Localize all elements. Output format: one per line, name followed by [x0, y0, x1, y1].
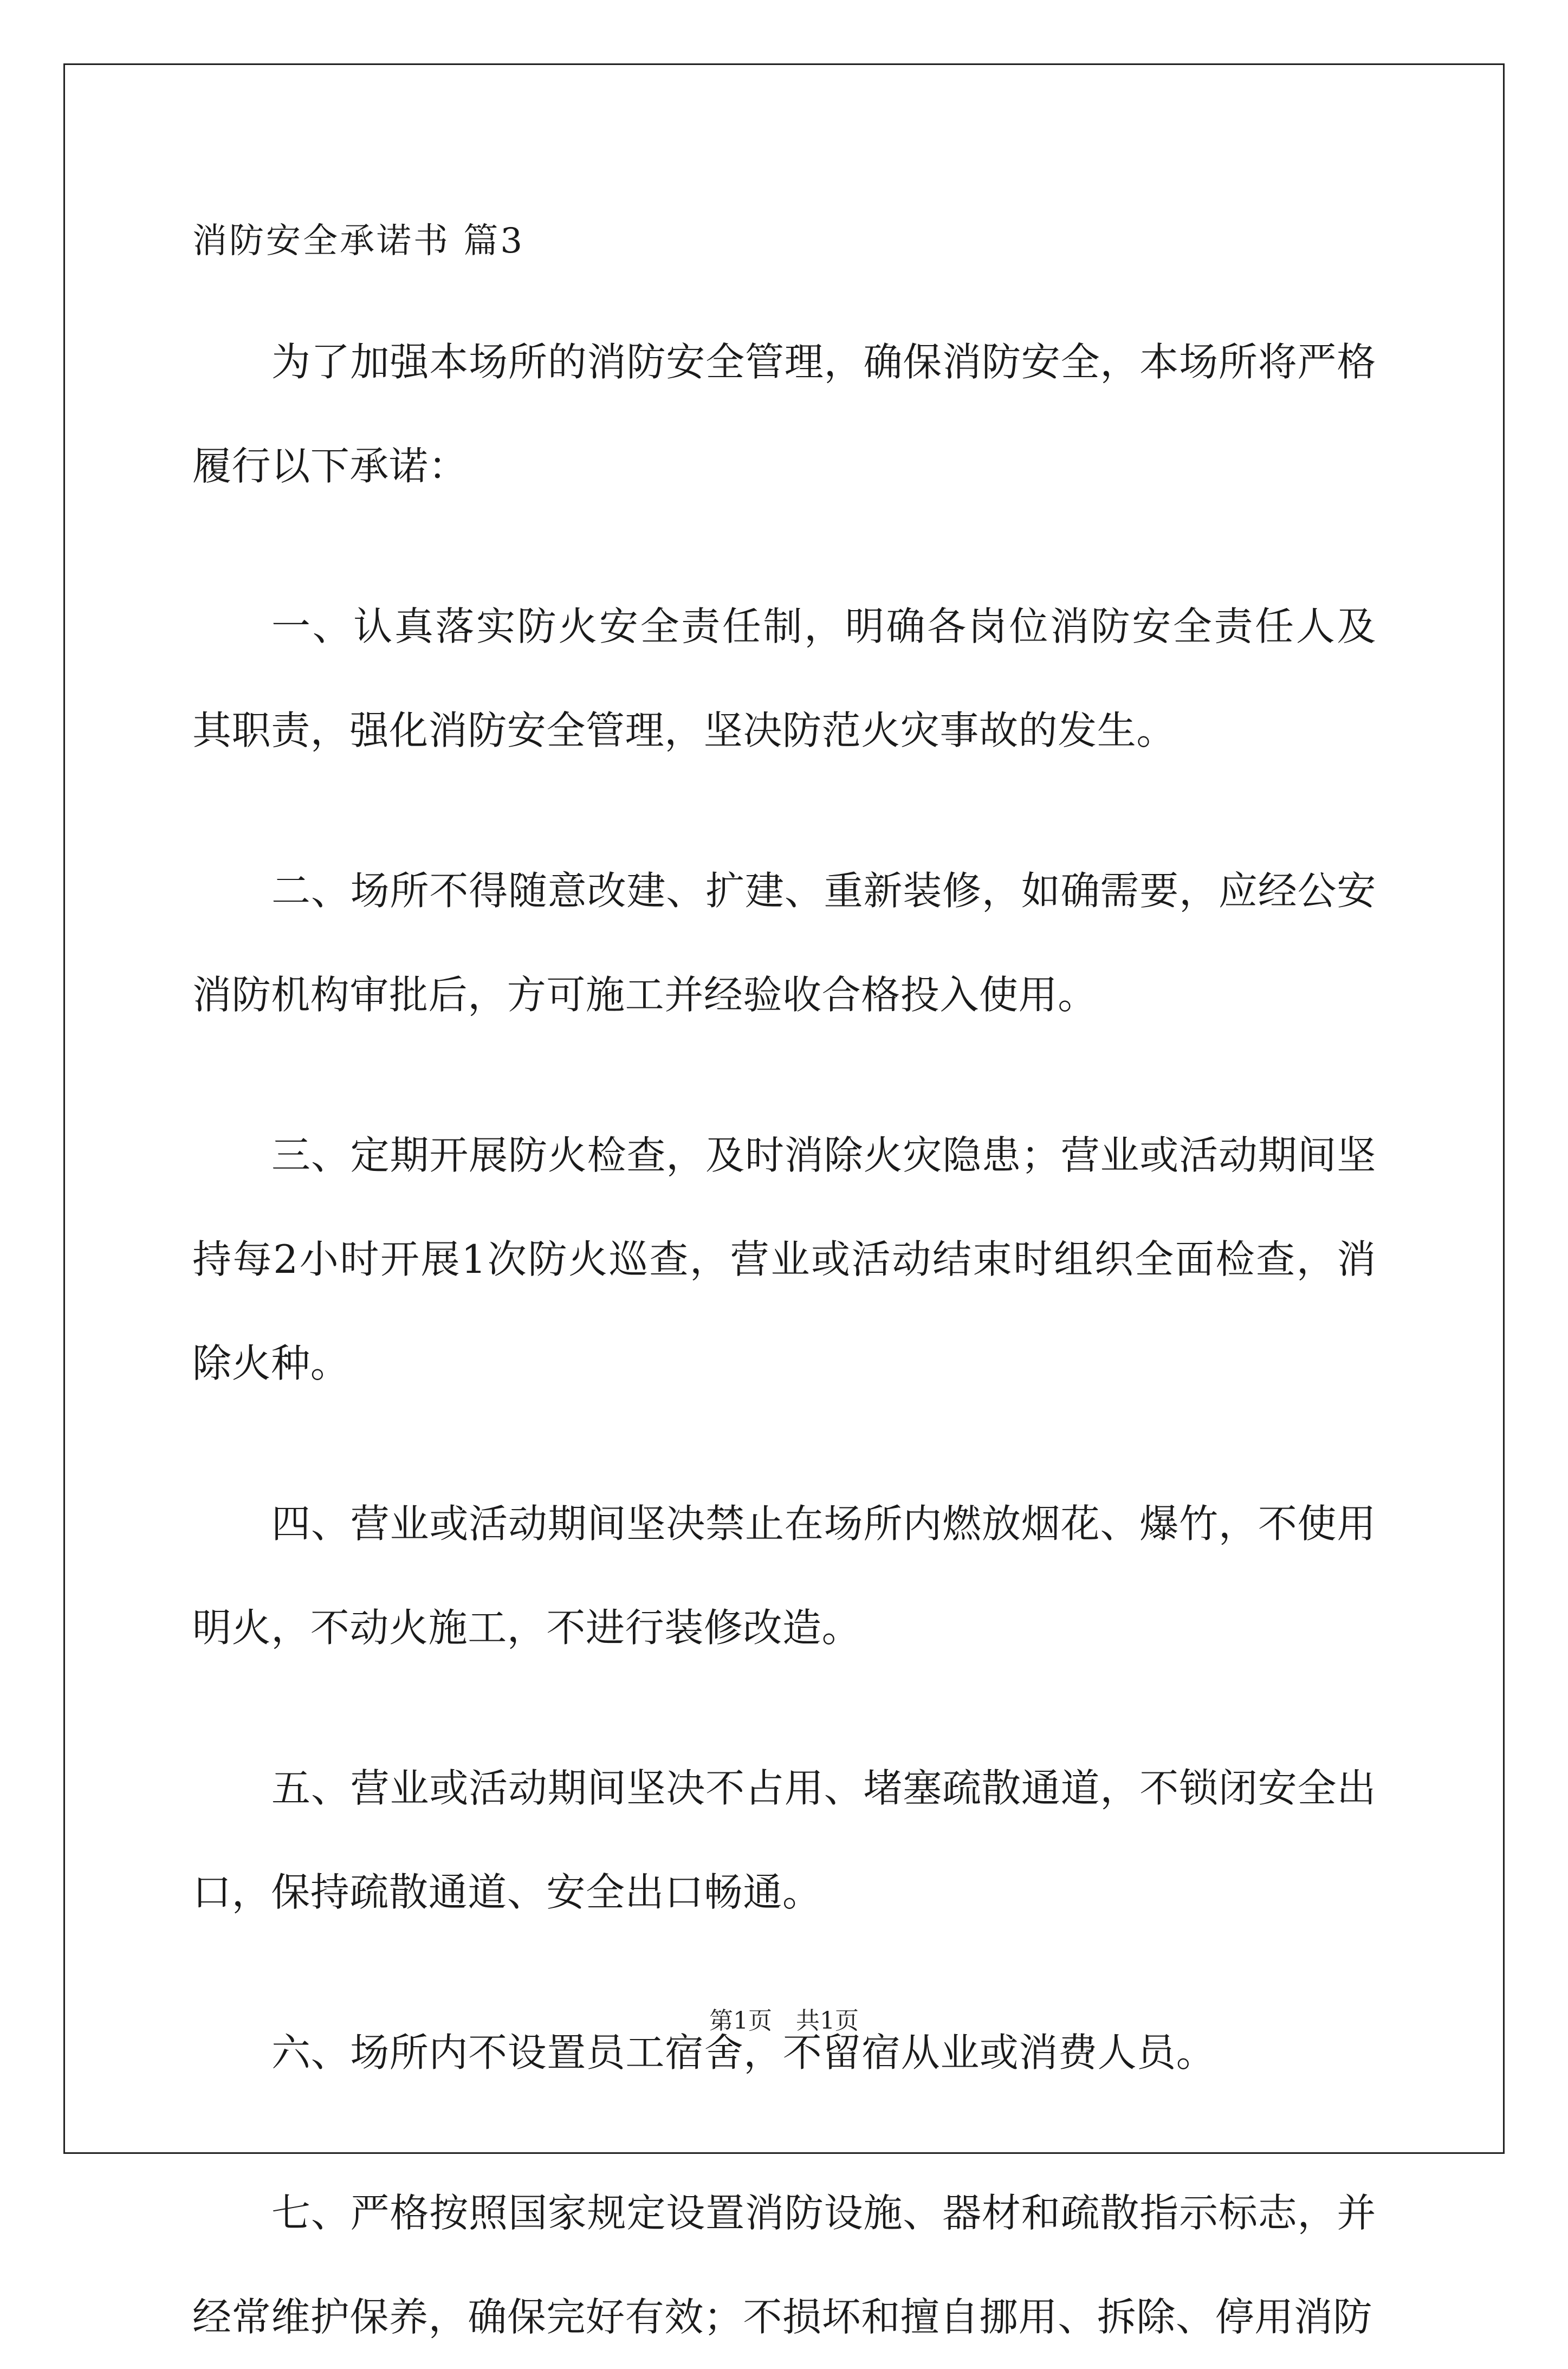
- paragraph-item-6: 六、场所内不设置员工宿舍，不留宿从业或消费人员。: [271, 2030, 1216, 2075]
- paragraph-item-1: 一、认真落实防火安全责任制，明确各岗位消防安全责任人及 其职责，强化消防安全管理，坚决防范火灾事故的发生。: [192, 604, 1376, 753]
- page-number-footer: 第1页 共1页: [709, 2007, 859, 2035]
- document-title: 消防安全承诺书 篇3: [192, 221, 525, 261]
- paragraph-item-2: 二、场所不得随意改建、扩建、重新装修，如确需要，应经公安消防机构审批后，方可施工并经验收合格投入使用。: [192, 868, 1376, 1018]
- paragraph-item-3: 三、定期开展防火检查，及时消除火灾隐患；营业或活动期间坚持每2小时开展1次防火巡查，营业或活动结束时组织全面检查，消除火种。: [192, 1132, 1376, 1386]
- paragraph-item-4: 四、营业或活动期间坚决禁止在场所内燃放烟花、爆竹，不使用明火，不动火施工，不进行装修改造。: [192, 1501, 1376, 1650]
- paragraph-item-5: 五、营业或活动期间坚决不占用、堵塞疏散通道，不锁闭安全出口，保持疏散通道、安全出口畅通。: [192, 1765, 1376, 1915]
- document-body: [192, 211, 1376, 2369]
- paragraph-item-7: 七、严格按照国家规定设置消防设施、器材和疏散指示标志，并经常维护保养，确保完好有效；不损坏和擅自挪用、拆除、停用消防: [192, 2190, 1376, 2340]
- paragraph-intro: 为了加强本场所的消防安全管理，确保消防安全，本场所将严格履行以下承诺：: [192, 339, 1376, 489]
